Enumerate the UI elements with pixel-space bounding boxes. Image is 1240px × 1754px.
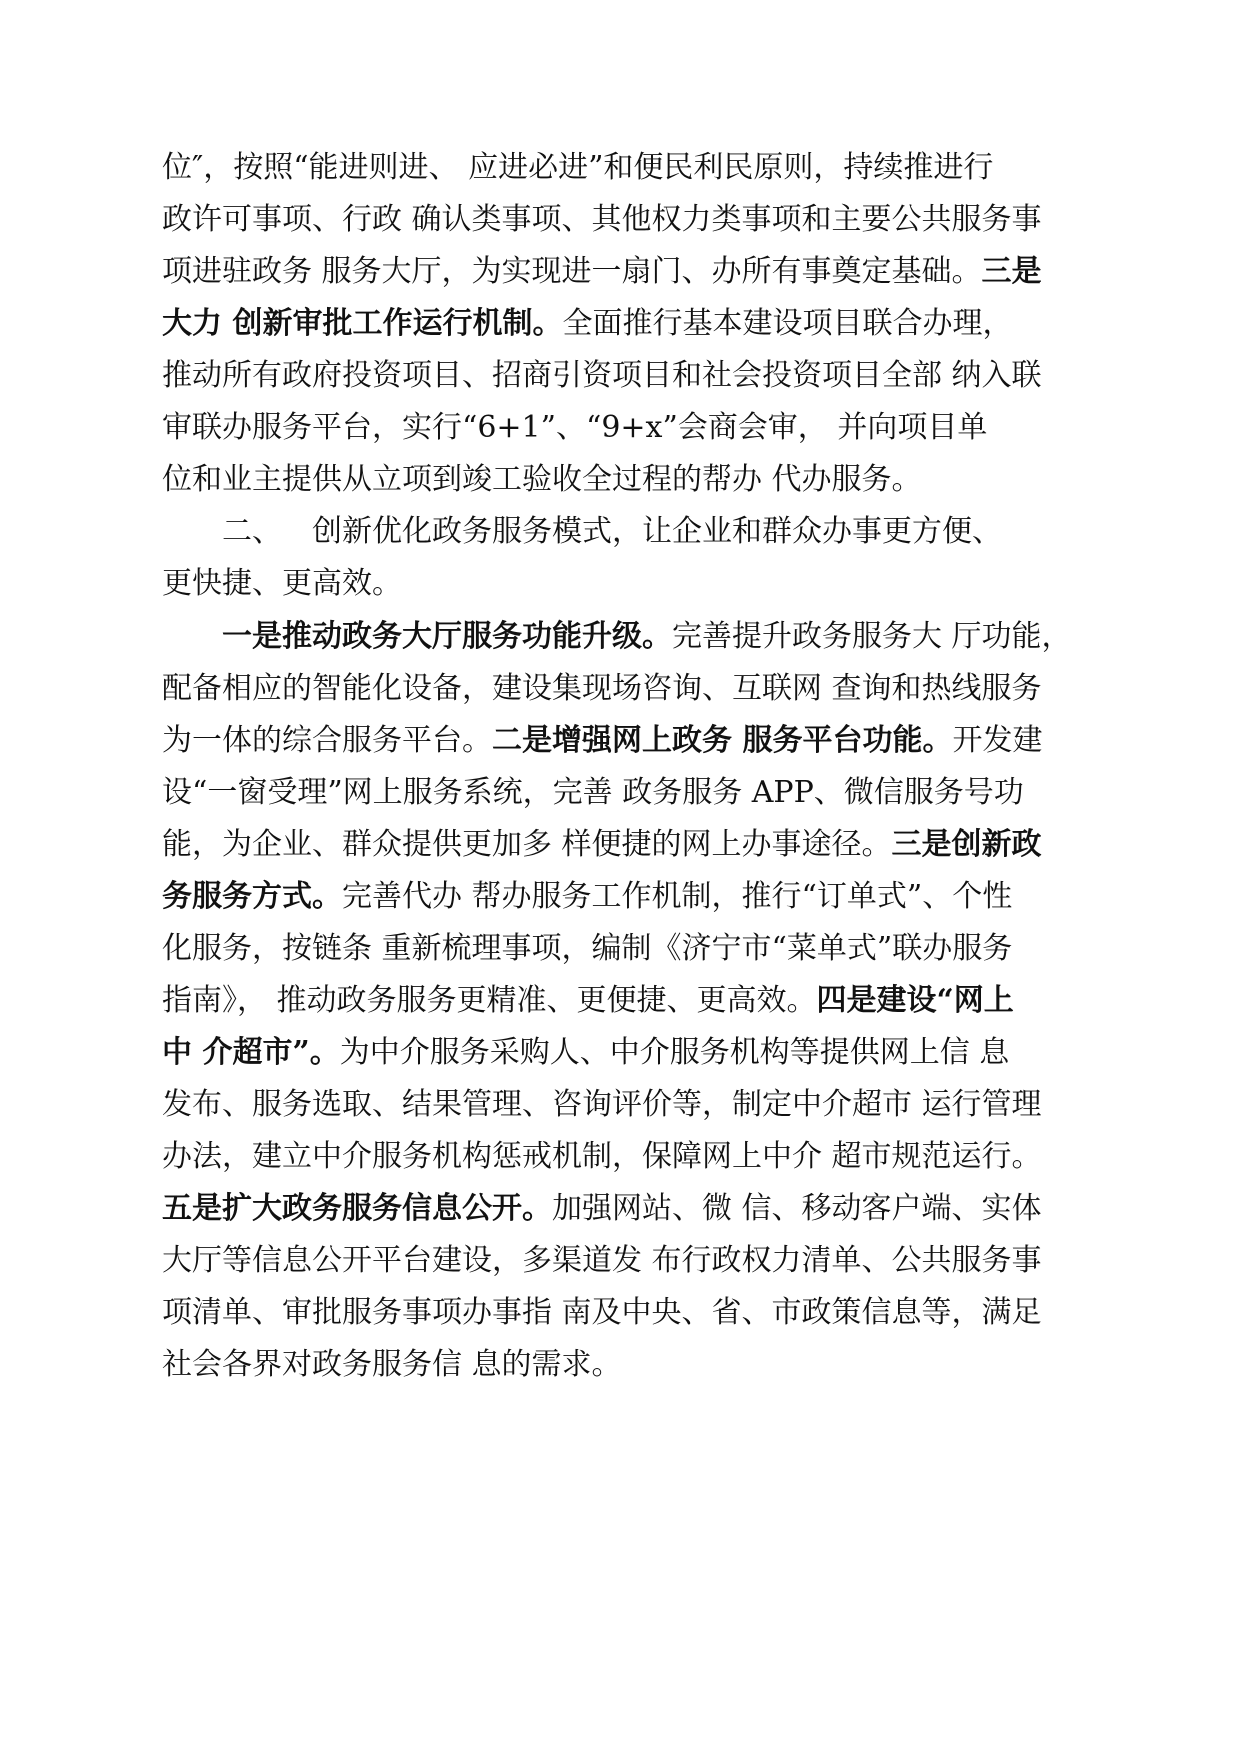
- text-run: 政许可事项、行政 确认类事项、其他权力类事项和主要公共服务事: [162, 202, 1042, 237]
- bold-text-run: 中 介超市”。: [162, 1035, 340, 1070]
- text-run: 加强网站、微 信、移动客户端、实体: [552, 1191, 1042, 1226]
- section-heading-line-2: [162, 555, 1092, 613]
- para1-line-7: [162, 451, 1092, 509]
- section-number: 二、: [222, 514, 282, 549]
- text-run: 开发建: [952, 723, 1043, 758]
- text-run: 完善代办 帮办服务工作机制，推行“订单式”、个性: [342, 879, 1013, 914]
- para1-line-6: [162, 399, 1092, 457]
- text-run: 项进驻政务 服务大厅，为实现进一扇门、办所有事奠定基础。: [162, 254, 982, 289]
- section-title-line-2: 更快捷、更高效。: [162, 566, 402, 601]
- para1-line-2: [162, 191, 1092, 249]
- text-run: 办法，建立中介服务机构惩戒机制，保障网上中介 超市规范运行。: [162, 1139, 1042, 1174]
- para2-line-6: [162, 868, 1092, 926]
- text-run: 完善提升政务服务大 厅功能，: [672, 619, 1072, 654]
- text-run: 为中介服务采购人、中介服务机构等提供网上信 息: [339, 1035, 1010, 1070]
- para2-line-11: [162, 1128, 1092, 1186]
- text-run: 位和业主提供从立项到竣工验收全过程的帮办 代办服务。: [162, 462, 922, 497]
- section-title-line-1: 创新优化政务服务模式，让企业和群众办事更方便、: [312, 514, 1002, 549]
- text-run: 推动所有政府投资项目、招商引资项目和社会投资项目全部 纳入联: [162, 358, 1042, 393]
- text-run: 指南》， 推动政务服务更精准、更便捷、更高效。: [162, 983, 817, 1018]
- para2-line-7: [162, 920, 1092, 978]
- bold-text-run: 大力 创新审批工作运行机制。: [162, 306, 563, 341]
- para2-line-12: [162, 1180, 1092, 1238]
- para1-line-5: [162, 347, 1092, 405]
- bold-text-run: 务服务方式。: [162, 879, 342, 914]
- text-run: 审联办服务平台，实行“6+1”、“9+x”会商会审， 并向项目单: [162, 410, 988, 445]
- bold-text-run: 五是扩大政务服务信息公开。: [162, 1191, 552, 1226]
- text-run: 发布、服务选取、结果管理、咨询评价等，制定中介超市 运行管理: [162, 1087, 1042, 1122]
- para1-line-4: [162, 295, 1092, 353]
- para2-line-9: [162, 1024, 1092, 1082]
- para2-line-1: [222, 608, 1102, 666]
- para2-line-10: [162, 1076, 1092, 1134]
- para2-line-2: [162, 660, 1092, 718]
- text-run: 社会各界对政务服务信 息的需求。: [162, 1347, 622, 1382]
- text-run: 位″，按照“能进则进、 应进必进”和便民利民原则，持续推进行: [162, 150, 994, 185]
- text-run: 能，为企业、群众提供更加多 样便捷的网上办事途径。: [162, 827, 892, 862]
- bold-text-run: 三是创新政: [891, 827, 1042, 862]
- text-run: 为一体的综合服务平台。: [162, 723, 492, 758]
- text-run: 项清单、审批服务事项办事指 南及中央、省、市政策信息等，满足: [162, 1295, 1042, 1330]
- para2-line-5: [162, 816, 1092, 874]
- text-run: 全面推行基本建设项目联合办理，: [562, 306, 1013, 341]
- bold-text-run: 二是增强网上政务 服务平台功能。: [492, 723, 953, 758]
- para1-line-3: [162, 243, 1092, 301]
- text-run: 化服务，按链条 重新梳理事项，编制《济宁市“菜单式”联办服务: [162, 931, 1013, 966]
- para2-line-8: [162, 972, 1092, 1030]
- para2-line-3: [162, 712, 1092, 770]
- para2-line-15: [162, 1336, 1092, 1394]
- section-heading: [222, 503, 1102, 561]
- bold-text-run: 四是建设“网上: [816, 983, 1014, 1018]
- para2-line-13: [162, 1232, 1092, 1290]
- para2-line-14: [162, 1284, 1092, 1342]
- bold-text-run: 三是: [981, 254, 1042, 289]
- text-run: 配备相应的智能化设备，建设集现场咨询、互联网 查询和热线服务: [162, 671, 1042, 706]
- para1-line-1: [162, 139, 1092, 197]
- para2-line-4: [162, 764, 1092, 822]
- text-run: 设“一窗受理”网上服务系统，完善 政务服务 APP、微信服务号功: [162, 775, 1024, 810]
- text-run: 大厅等信息公开平台建设，多渠道发 布行政权力清单、公共服务事: [162, 1243, 1042, 1278]
- bold-text-run: 一是推动政务大厅服务功能升级。: [222, 619, 672, 654]
